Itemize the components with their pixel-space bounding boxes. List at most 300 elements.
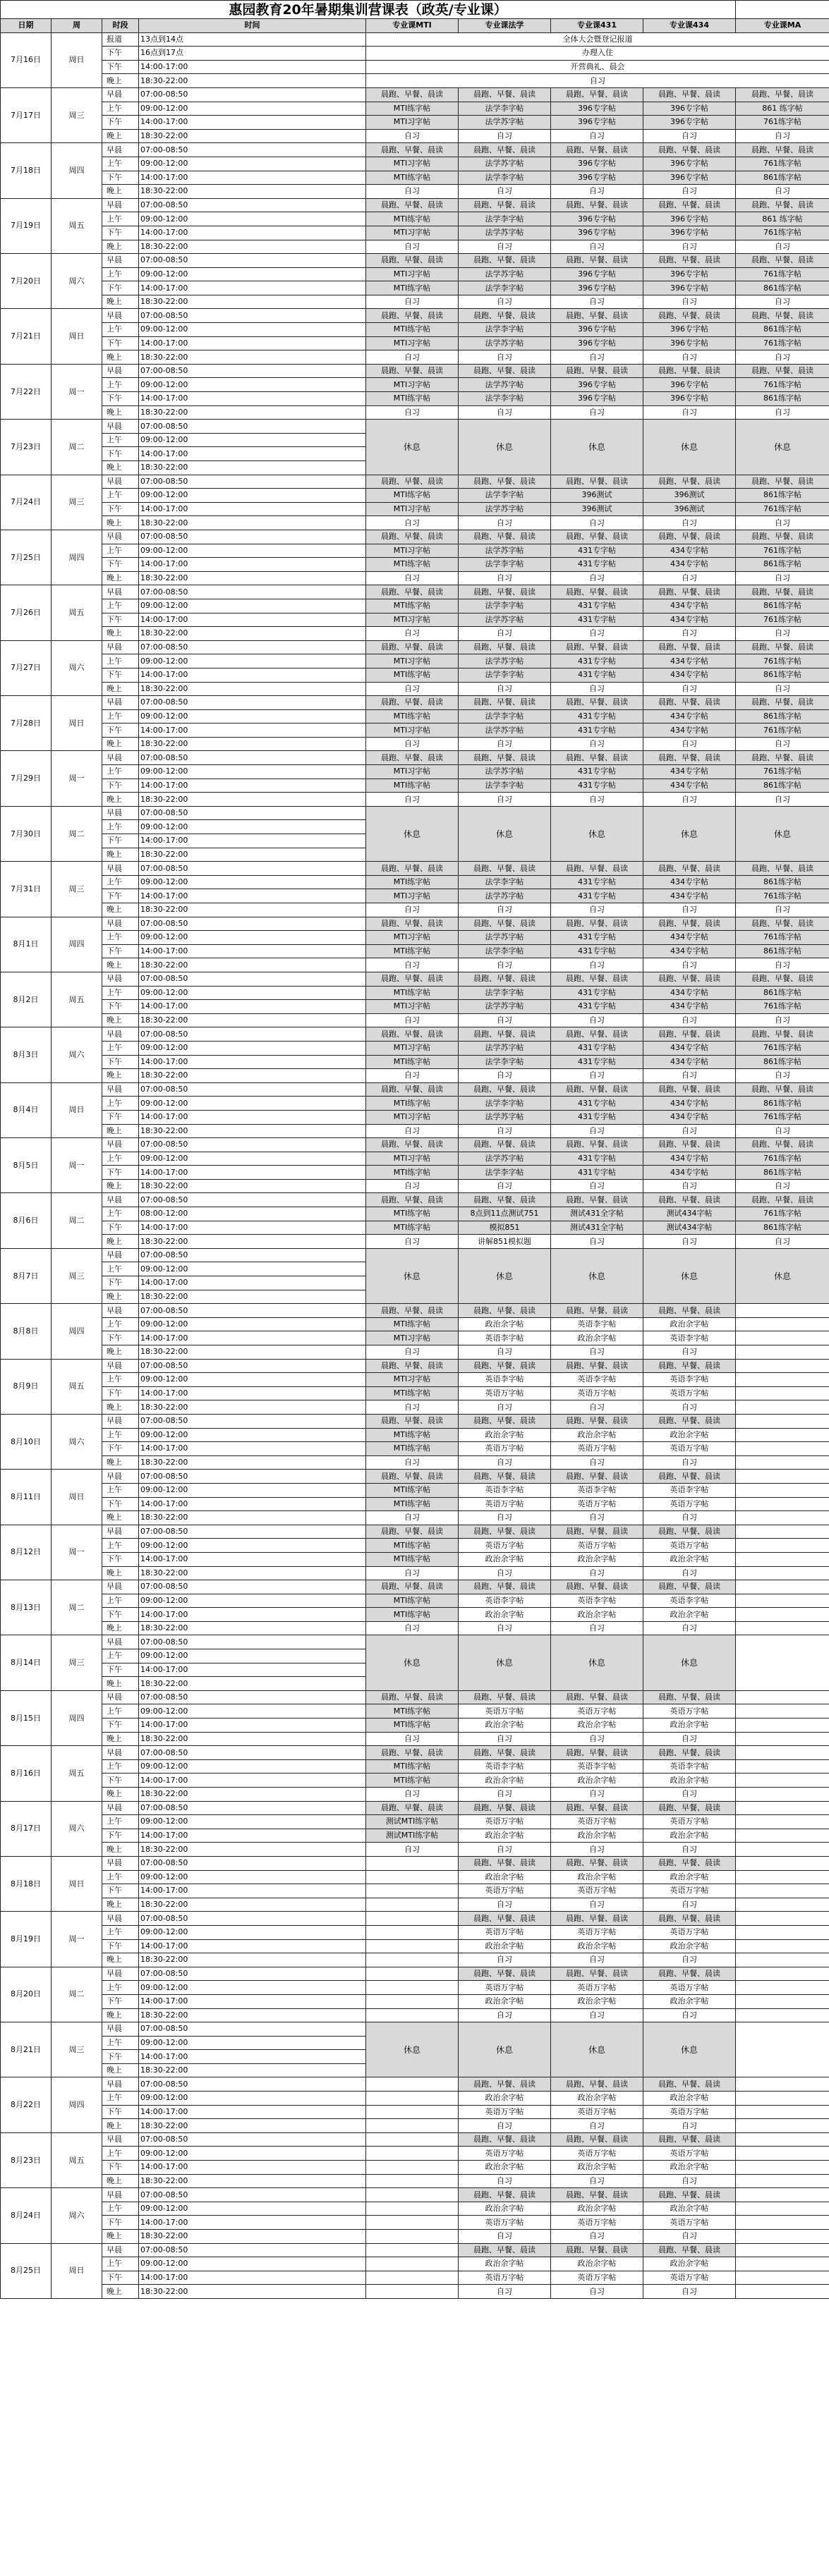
schedule-cell: 晨跑、早餐、晨读 [551, 751, 643, 765]
time-cell: 07:00-08:50 [139, 1193, 366, 1207]
session-cell: 上午 [102, 544, 139, 558]
schedule-cell: 自习 [551, 1732, 643, 1746]
session-cell: 晚上 [102, 2119, 139, 2133]
schedule-cell: 晨跑、早餐、晨读 [551, 364, 643, 378]
schedule-cell: MTI习字帖 [366, 1110, 459, 1124]
schedule-cell: MTI练字帖 [366, 102, 459, 116]
schedule-cell: 晨跑、早餐、晨读 [551, 1746, 643, 1760]
schedule-cell: 自习 [366, 903, 459, 917]
schedule-cell: 434专字帖 [643, 1041, 736, 1055]
day-week: 周五 [52, 2132, 102, 2187]
table-row [1, 944, 829, 958]
schedule-cell: 晨跑、早餐、晨读 [643, 1359, 736, 1373]
table-row [1, 1635, 829, 1649]
schedule-cell: 431专字帖 [551, 544, 643, 558]
schedule-cell: 政治余字帖 [459, 2202, 551, 2216]
table-row [1, 2202, 829, 2216]
table-row [1, 1138, 829, 1152]
schedule-cell [366, 1870, 459, 1884]
schedule-cell: 政治余字帖 [459, 1552, 551, 1566]
rest-cell: 休息 [366, 420, 459, 475]
schedule-cell: MTI练字帖 [366, 875, 459, 889]
session-cell: 早晨 [102, 1304, 139, 1318]
schedule-cell: 431专字帖 [551, 724, 643, 738]
time-cell: 07:00-08:50 [139, 1912, 366, 1926]
time-cell: 18:30-22:00 [139, 516, 366, 530]
table-row [1, 986, 829, 1000]
session-cell: 下午 [102, 116, 139, 130]
schedule-cell: 测试MTI练字帖 [366, 1829, 459, 1843]
schedule-cell: 晨跑、早餐、晨读 [643, 862, 736, 876]
time-cell: 18:30-22:00 [139, 848, 366, 862]
schedule-cell: 自习 [551, 1621, 643, 1635]
schedule-cell: 861 练字帖 [736, 102, 829, 116]
schedule-cell: 自习 [736, 682, 829, 696]
schedule-cell: 法学李字帖 [459, 489, 551, 503]
schedule-cell: 自习 [736, 295, 829, 309]
schedule-cell: 晨跑、早餐、晨读 [736, 585, 829, 599]
schedule-cell: 法学李字帖 [459, 281, 551, 295]
table-row [1, 613, 829, 627]
schedule-cell: 晨跑、早餐、晨读 [459, 254, 551, 268]
schedule-cell: 自习 [551, 1013, 643, 1027]
schedule-cell: 434专字帖 [643, 599, 736, 613]
schedule-cell: 761练字帖 [736, 267, 829, 281]
schedule-cell: 自习 [736, 958, 829, 972]
day-date: 8月7日 [1, 1248, 52, 1303]
schedule-cell: 英语李字帖 [459, 1373, 551, 1387]
table-row [1, 2257, 829, 2271]
schedule-cell: 政治余字帖 [459, 1428, 551, 1442]
schedule-cell: 861练字帖 [736, 986, 829, 1000]
schedule-cell: 自习 [366, 571, 459, 585]
schedule-cell: 431专字帖 [551, 654, 643, 669]
schedule-cell: 英语万字帖 [551, 1497, 643, 1511]
schedule-cell: 晨跑、早餐、晨读 [459, 1082, 551, 1097]
time-cell: 14:00-17:00 [139, 1276, 366, 1290]
schedule-cell: 自习 [366, 516, 459, 530]
day-date: 8月5日 [1, 1138, 52, 1193]
schedule-cell: 396专字帖 [551, 171, 643, 185]
schedule-cell: 晨跑、早餐、晨读 [366, 1082, 459, 1097]
schedule-cell: 英语万字帖 [551, 2271, 643, 2285]
table-row [1, 1511, 829, 1525]
session-cell: 上午 [102, 820, 139, 834]
time-cell: 07:00-08:50 [139, 1027, 366, 1042]
session-cell: 下午 [102, 1442, 139, 1456]
day-week: 周三 [52, 1635, 102, 1690]
day-week: 周六 [52, 1801, 102, 1856]
time-cell: 09:00-12:00 [139, 1428, 366, 1442]
table-row [1, 2271, 829, 2285]
schedule-cell: 法学李字帖 [459, 1166, 551, 1180]
schedule-cell: 自习 [551, 129, 643, 143]
time-cell: 14:00-17:00 [139, 1331, 366, 1345]
time-cell: 09:00-12:00 [139, 323, 366, 337]
schedule-cell: 761练字帖 [736, 336, 829, 350]
schedule-cell [736, 1719, 829, 1733]
schedule-cell: 晨跑、早餐、晨读 [459, 640, 551, 654]
session-cell: 早晨 [102, 806, 139, 820]
day-week: 周一 [52, 1912, 102, 1967]
schedule-cell: 431专字帖 [551, 613, 643, 627]
schedule-cell: 自习 [366, 1013, 459, 1027]
schedule-cell: MTI练字帖 [366, 489, 459, 503]
schedule-cell [736, 2257, 829, 2271]
session-cell: 早晨 [102, 2188, 139, 2202]
session-cell: 下午 [102, 1276, 139, 1290]
session-cell: 下午 [102, 668, 139, 682]
schedule-cell: 自习 [551, 1843, 643, 1857]
time-cell: 07:00-08:50 [139, 1856, 366, 1870]
day-date: 8月13日 [1, 1580, 52, 1635]
time-cell: 18:30-22:00 [139, 2008, 366, 2022]
schedule-cell: 自习 [736, 405, 829, 420]
day-date: 7月26日 [1, 585, 52, 640]
schedule-cell: 自习 [643, 1345, 736, 1360]
schedule-cell: 自习 [459, 240, 551, 254]
schedule-cell: 自习 [366, 129, 459, 143]
session-cell: 早晨 [102, 87, 139, 102]
day-week: 周一 [52, 751, 102, 806]
schedule-cell [736, 1331, 829, 1345]
rest-cell: 休息 [643, 806, 736, 861]
schedule-cell: 晨跑、早餐、晨读 [459, 1967, 551, 1981]
time-cell: 18:30-22:00 [139, 1621, 366, 1635]
session-cell: 下午 [102, 1221, 139, 1235]
schedule-cell: 英语万字帖 [643, 1815, 736, 1829]
time-cell: 18:30-22:00 [139, 74, 366, 88]
schedule-cell: 761练字帖 [736, 1110, 829, 1124]
session-cell: 上午 [102, 1152, 139, 1166]
schedule-cell: 晨跑、早餐、晨读 [366, 198, 459, 212]
schedule-cell: 自习 [551, 2230, 643, 2244]
schedule-cell: 晨跑、早餐、晨读 [366, 254, 459, 268]
session-cell: 早晨 [102, 1138, 139, 1152]
schedule-cell: 政治余字帖 [551, 2257, 643, 2271]
table-row [1, 1759, 829, 1774]
session-cell: 早晨 [102, 862, 139, 876]
schedule-cell: 自习 [643, 1898, 736, 1912]
rest-cell: 休息 [459, 1635, 551, 1690]
table-row [1, 558, 829, 572]
schedule-cell: 自习 [643, 2230, 736, 2244]
schedule-cell: MTI练字帖 [366, 779, 459, 793]
time-cell: 07:00-08:50 [139, 862, 366, 876]
schedule-cell: 396专字帖 [643, 323, 736, 337]
schedule-cell: 自习 [736, 1013, 829, 1027]
schedule-cell: 晨跑、早餐、晨读 [459, 1580, 551, 1594]
session-cell: 晚上 [102, 793, 139, 807]
schedule-cell: 431专字帖 [551, 1110, 643, 1124]
schedule-cell: 法学苏字帖 [459, 1152, 551, 1166]
schedule-cell: 431专字帖 [551, 1097, 643, 1111]
time-cell: 18:30-22:00 [139, 405, 366, 420]
session-cell: 早晨 [102, 530, 139, 544]
schedule-cell: 晨跑、早餐、晨读 [551, 1082, 643, 1097]
time-cell: 09:00-12:00 [139, 1317, 366, 1331]
schedule-cell: 自习 [459, 1455, 551, 1470]
schedule-cell: 晨跑、早餐、晨读 [643, 1967, 736, 1981]
day-week: 周三 [52, 87, 102, 142]
schedule-cell: 晨跑、早餐、晨读 [459, 1414, 551, 1428]
schedule-cell: 自习 [366, 350, 459, 365]
table-row [1, 682, 829, 696]
table-row [1, 116, 829, 130]
schedule-cell: 晨跑、早餐、晨读 [459, 87, 551, 102]
table-row [1, 295, 829, 309]
day-date: 8月22日 [1, 2077, 52, 2132]
schedule-cell: 英语万字帖 [459, 1442, 551, 1456]
schedule-cell: 434专字帖 [643, 1097, 736, 1111]
schedule-cell: 自习 [643, 627, 736, 641]
schedule-cell: 晨跑、早餐、晨读 [736, 696, 829, 710]
session-cell: 下午 [102, 336, 139, 350]
schedule-cell [736, 1953, 829, 1967]
schedule-cell: 英语万字帖 [551, 2216, 643, 2230]
schedule-cell [736, 1442, 829, 1456]
schedule-cell: 法学苏字帖 [459, 157, 551, 171]
table-row [1, 281, 829, 295]
session-cell: 上午 [102, 931, 139, 945]
schedule-cell: 434专字帖 [643, 544, 736, 558]
time-cell: 07:00-08:50 [139, 1525, 366, 1539]
schedule-cell: 晨跑、早餐、晨读 [643, 1856, 736, 1870]
time-cell: 07:00-08:50 [139, 1580, 366, 1594]
day-week: 周三 [52, 475, 102, 530]
schedule-cell: 测试431全字帖 [551, 1221, 643, 1235]
day-date: 7月21日 [1, 309, 52, 364]
schedule-cell: 自习 [459, 129, 551, 143]
time-cell: 09:00-12:00 [139, 2092, 366, 2106]
table-row [1, 1912, 829, 1926]
schedule-cell: 自习 [643, 1843, 736, 1857]
time-cell: 09:00-12:00 [139, 875, 366, 889]
table-row [1, 668, 829, 682]
schedule-cell: MTI练字帖 [366, 1552, 459, 1566]
schedule-cell: 761练字帖 [736, 1207, 829, 1221]
schedule-cell: 自习 [366, 737, 459, 751]
session-cell: 早晨 [102, 364, 139, 378]
session-cell: 下午 [102, 944, 139, 958]
rest-cell: 休息 [551, 1248, 643, 1303]
schedule-cell: 英语万字帖 [551, 1884, 643, 1898]
table-row [1, 1953, 829, 1967]
schedule-cell: 英语李字帖 [551, 1594, 643, 1608]
schedule-cell: MTI练字帖 [366, 1483, 459, 1497]
time-cell: 09:00-12:00 [139, 1373, 366, 1387]
schedule-cell: 法学苏字帖 [459, 765, 551, 779]
session-cell: 晚上 [102, 185, 139, 199]
rest-cell: 休息 [736, 806, 829, 861]
day-date: 8月12日 [1, 1525, 52, 1580]
schedule-cell: 晨跑、早餐、晨读 [551, 1359, 643, 1373]
schedule-cell: 761练字帖 [736, 226, 829, 240]
schedule-cell [736, 1925, 829, 1939]
schedule-cell [736, 1497, 829, 1511]
rest-cell: 休息 [459, 2022, 551, 2077]
schedule-cell: 政治余字帖 [643, 1317, 736, 1331]
session-cell: 早晨 [102, 1193, 139, 1207]
schedule-cell: 英语李字帖 [551, 1373, 643, 1387]
schedule-cell: MTI练字帖 [366, 281, 459, 295]
schedule-cell: 861练字帖 [736, 1097, 829, 1111]
schedule-cell: 晨跑、早餐、晨读 [551, 1690, 643, 1704]
schedule-cell [736, 2132, 829, 2147]
schedule-cell: MTI练字帖 [366, 1166, 459, 1180]
time-cell: 14:00-17:00 [139, 2271, 366, 2285]
table-row [1, 1304, 829, 1318]
header-week: 周 [52, 19, 102, 33]
header-date: 日期 [1, 19, 52, 33]
schedule-cell: 英语万字帖 [459, 1539, 551, 1553]
schedule-cell: 晨跑、早餐、晨读 [366, 530, 459, 544]
table-row [1, 2216, 829, 2230]
schedule-cell: 434专字帖 [643, 1152, 736, 1166]
schedule-cell [736, 1621, 829, 1635]
schedule-cell: 政治余字帖 [459, 2092, 551, 2106]
schedule-cell: 761练字帖 [736, 544, 829, 558]
schedule-cell [736, 2202, 829, 2216]
table-row [1, 599, 829, 613]
schedule-cell: 自习 [459, 1732, 551, 1746]
header-mti: 专业课MTI [366, 19, 459, 33]
schedule-cell: MTI练字帖 [366, 986, 459, 1000]
rest-cell: 休息 [551, 420, 643, 475]
table-row [1, 2077, 829, 2092]
schedule-cell: 自习 [736, 1124, 829, 1138]
schedule-cell: 自习 [459, 405, 551, 420]
schedule-cell: 自习 [643, 2174, 736, 2188]
schedule-cell: 政治余字帖 [643, 2161, 736, 2175]
time-cell: 09:00-12:00 [139, 2036, 366, 2050]
table-row [1, 1608, 829, 1622]
schedule-cell [736, 1746, 829, 1760]
schedule-cell: 晨跑、早餐、晨读 [459, 1138, 551, 1152]
schedule-cell: 431专字帖 [551, 599, 643, 613]
day-date: 7月22日 [1, 364, 52, 419]
schedule-cell: 自习 [551, 958, 643, 972]
schedule-cell: 396专字帖 [643, 116, 736, 130]
schedule-cell: 自习 [643, 2285, 736, 2299]
schedule-cell: 自习 [366, 1621, 459, 1635]
session-cell: 下午 [102, 1774, 139, 1788]
session-cell: 上午 [102, 1594, 139, 1608]
schedule-cell: 晨跑、早餐、晨读 [459, 198, 551, 212]
schedule-cell: 自习 [551, 1511, 643, 1525]
schedule-cell: 法学李字帖 [459, 668, 551, 682]
schedule-cell: 761练字帖 [736, 1041, 829, 1055]
session-cell: 晚上 [102, 1013, 139, 1027]
schedule-cell: 晨跑、早餐、晨读 [643, 1082, 736, 1097]
schedule-cell: 政治余字帖 [459, 1870, 551, 1884]
schedule-cell: 政治余字帖 [643, 2092, 736, 2106]
time-cell: 18:30-22:00 [139, 1455, 366, 1470]
day-date: 7月27日 [1, 640, 52, 695]
schedule-cell: 自习 [643, 1400, 736, 1415]
schedule-cell: 自习 [551, 903, 643, 917]
time-cell: 18:30-22:00 [139, 793, 366, 807]
schedule-cell: 自习 [459, 185, 551, 199]
schedule-cell: 431专字帖 [551, 986, 643, 1000]
schedule-cell: 431专字帖 [551, 1152, 643, 1166]
session-cell: 下午 [102, 613, 139, 627]
schedule-cell [366, 1967, 459, 1981]
session-cell: 早晨 [102, 420, 139, 434]
day-date: 8月8日 [1, 1304, 52, 1359]
schedule-cell: 396测试 [551, 489, 643, 503]
schedule-cell: 434专字帖 [643, 986, 736, 1000]
schedule-cell: MTI练字帖 [366, 558, 459, 572]
schedule-cell [736, 2161, 829, 2175]
schedule-cell: 英语万字帖 [551, 1704, 643, 1719]
schedule-cell [736, 1870, 829, 1884]
schedule-cell: 晨跑、早餐、晨读 [551, 862, 643, 876]
table-row [1, 1801, 829, 1815]
session-cell: 下午 [102, 1939, 139, 1953]
schedule-cell: 434专字帖 [643, 613, 736, 627]
schedule-cell: 法学苏字帖 [459, 613, 551, 627]
schedule-cell: 晨跑、早餐、晨读 [643, 1580, 736, 1594]
schedule-cell: 431专字帖 [551, 765, 643, 779]
day-date: 8月11日 [1, 1470, 52, 1525]
schedule-cell: 自习 [643, 1124, 736, 1138]
table-row [1, 1055, 829, 1069]
table-row [1, 254, 829, 268]
day-date: 7月31日 [1, 862, 52, 917]
schedule-cell: 政治余字帖 [459, 1774, 551, 1788]
schedule-cell: 晨跑、早餐、晨读 [551, 1138, 643, 1152]
time-cell: 14:00-17:00 [139, 1829, 366, 1843]
schedule-cell: MTI习字帖 [366, 226, 459, 240]
session-cell: 早晨 [102, 1525, 139, 1539]
table-row [1, 1967, 829, 1981]
schedule-cell: MTI练字帖 [366, 709, 459, 724]
schedule-cell: MTI习字帖 [366, 1331, 459, 1345]
schedule-cell: 自习 [736, 350, 829, 365]
session-cell: 早晨 [102, 1082, 139, 1097]
schedule-cell: 自习 [459, 627, 551, 641]
time-cell: 14:00-17:00 [139, 2216, 366, 2230]
header-434: 专业课434 [643, 19, 736, 33]
session-cell: 晚上 [102, 2285, 139, 2299]
schedule-cell: 396专字帖 [551, 336, 643, 350]
schedule-cell: 晨跑、早餐、晨读 [643, 1193, 736, 1207]
time-cell: 09:00-12:00 [139, 378, 366, 392]
schedule-cell: 自习 [366, 1400, 459, 1415]
schedule-cell [736, 1455, 829, 1470]
schedule-cell: 自习 [459, 1069, 551, 1083]
session-cell: 晚上 [102, 2174, 139, 2188]
schedule-cell: 晨跑、早餐、晨读 [366, 1690, 459, 1704]
time-cell: 09:00-12:00 [139, 1759, 366, 1774]
schedule-cell: 396专字帖 [643, 281, 736, 295]
table-row [1, 1414, 829, 1428]
time-cell: 09:00-12:00 [139, 2202, 366, 2216]
schedule-cell [366, 2132, 459, 2147]
session-cell: 下午 [102, 889, 139, 903]
schedule-cell: 自习 [551, 185, 643, 199]
time-cell: 09:00-12:00 [139, 1152, 366, 1166]
table-row [1, 1497, 829, 1511]
schedule-cell: 晨跑、早餐、晨读 [459, 143, 551, 157]
schedule-cell: MTI习字帖 [366, 613, 459, 627]
day-week: 周五 [52, 585, 102, 640]
schedule-cell: 法学苏字帖 [459, 1000, 551, 1014]
session-cell: 晚上 [102, 1124, 139, 1138]
schedule-cell: 自习 [643, 1621, 736, 1635]
session-cell: 早晨 [102, 1359, 139, 1373]
